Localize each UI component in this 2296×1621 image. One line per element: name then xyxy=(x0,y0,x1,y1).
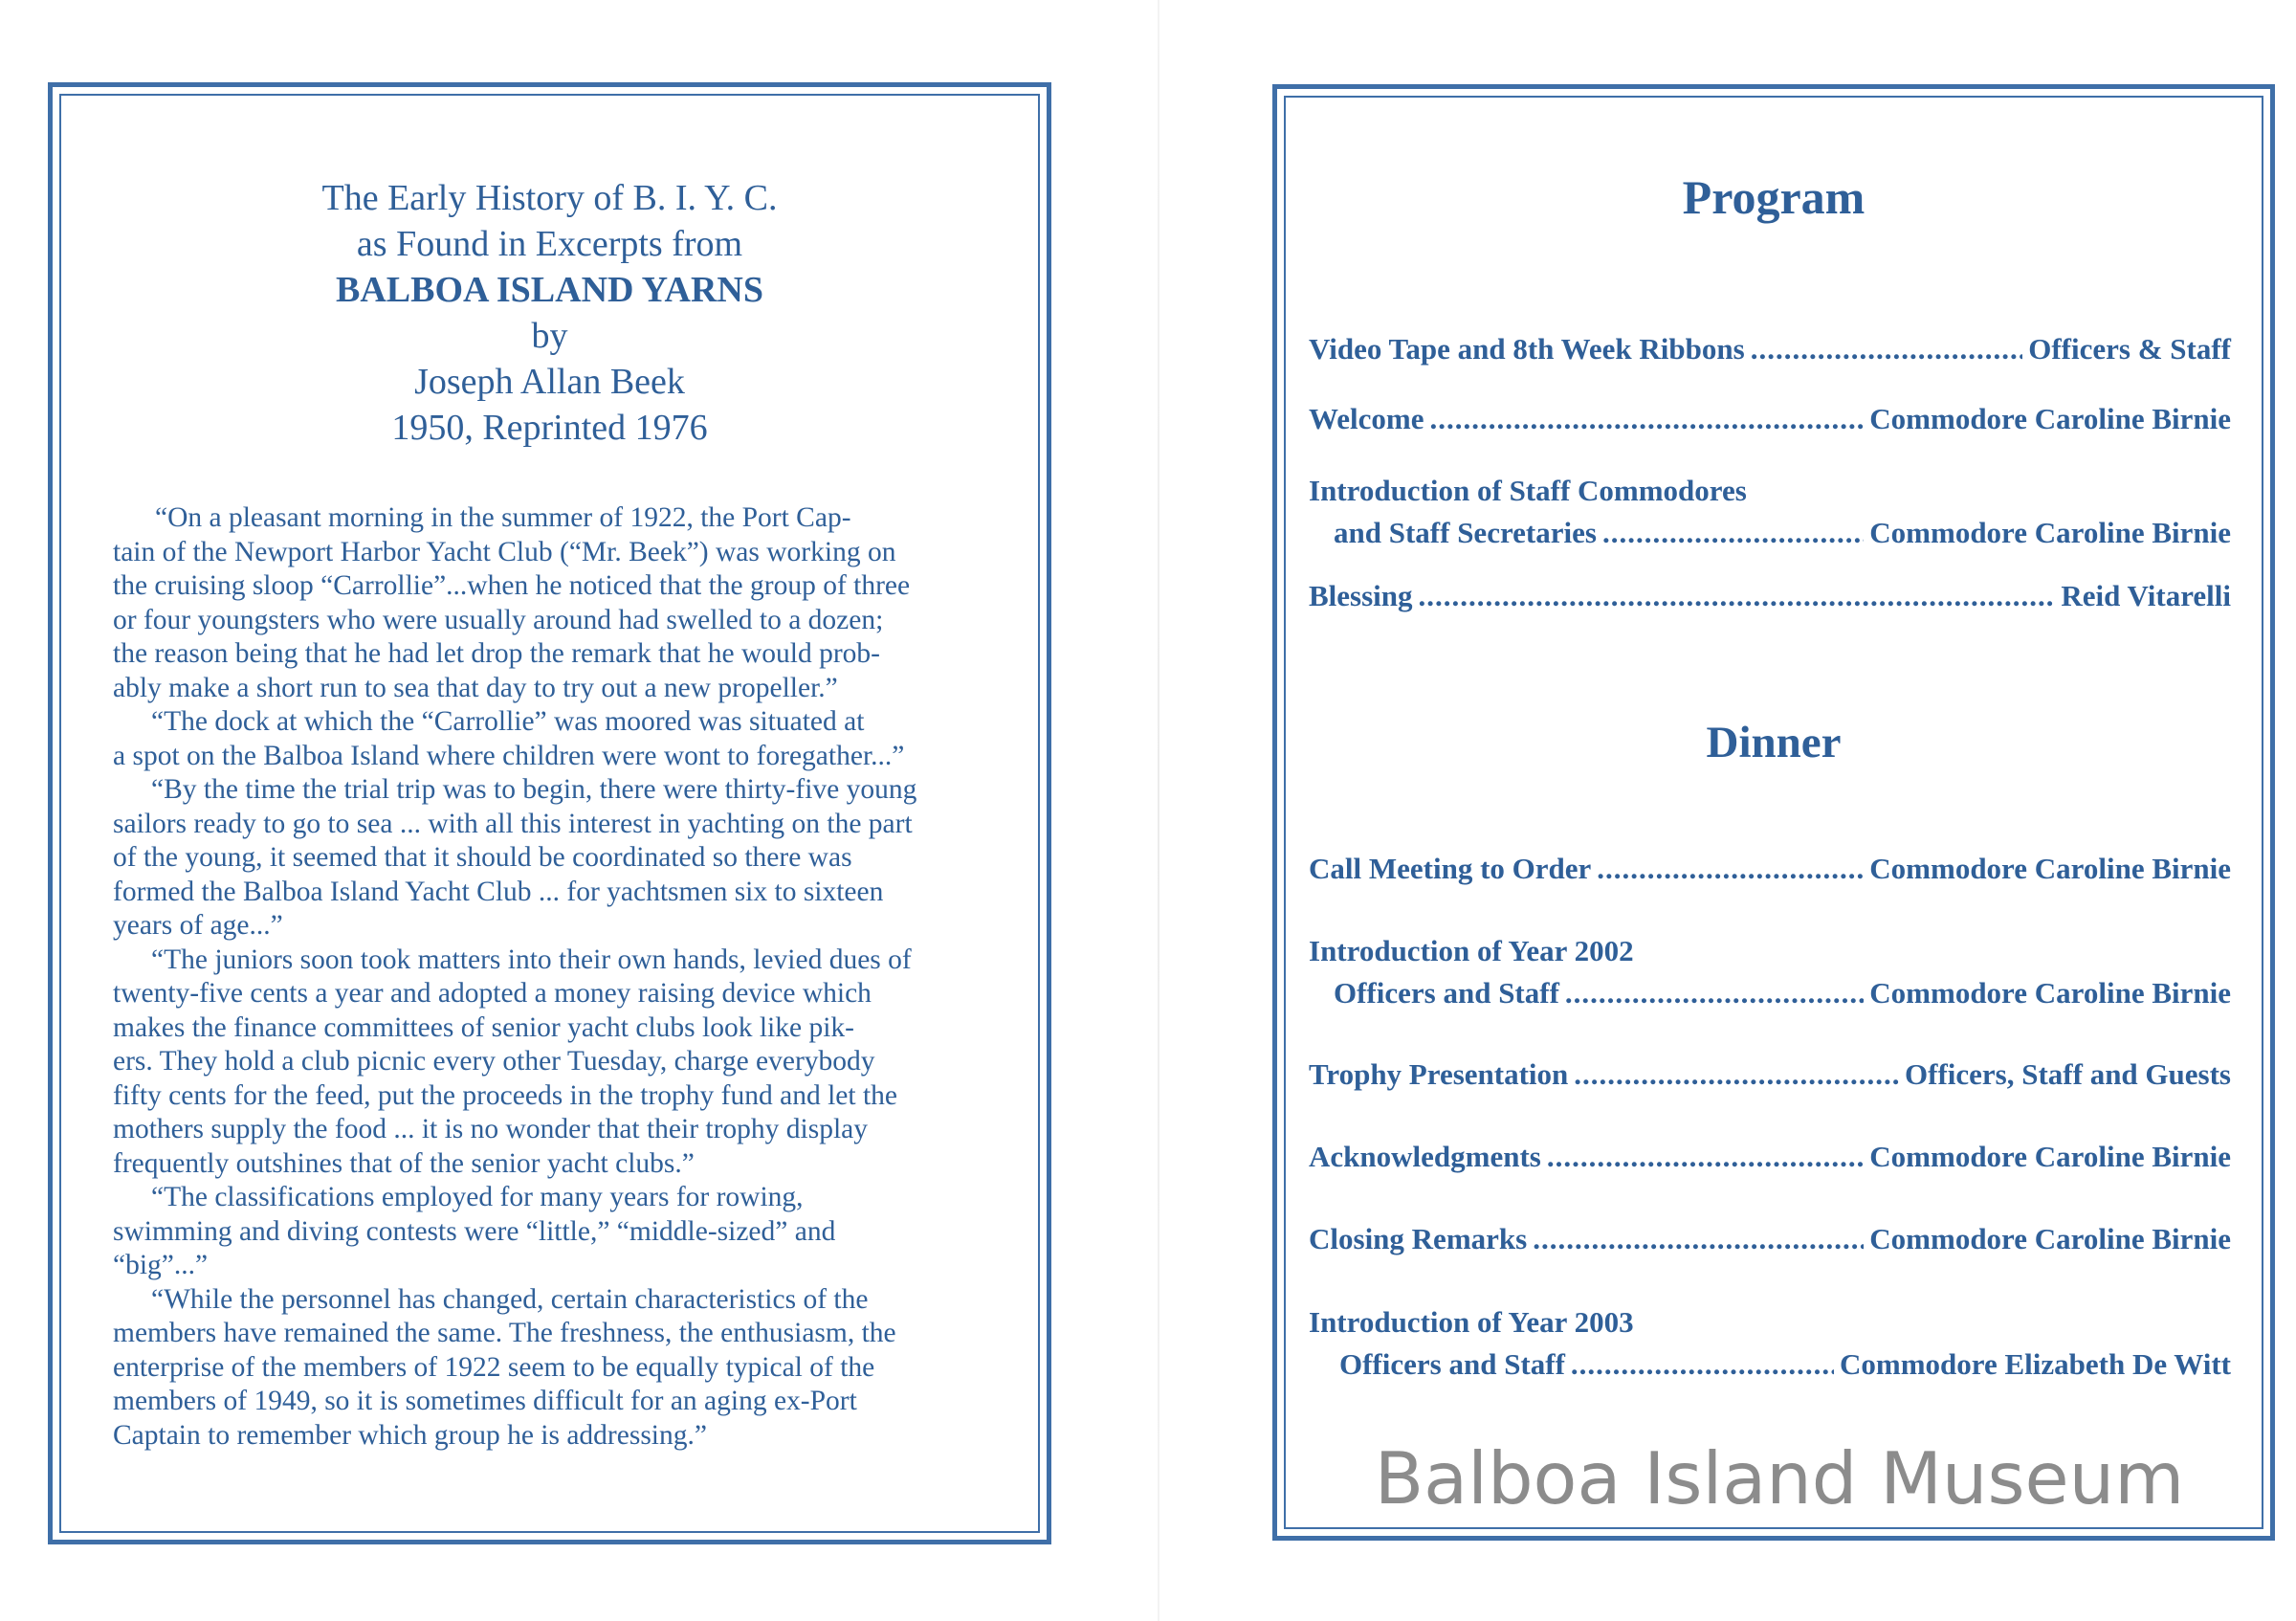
excerpt-line: of the young, it seemed that it should be coordinated so there was xyxy=(113,842,852,873)
leader-dots xyxy=(1430,398,1865,440)
dinner-item xyxy=(1309,930,2231,1014)
header-by: by xyxy=(531,316,568,356)
excerpt-line: makes the finance committees of senior yacht clubs look like pik- xyxy=(113,1011,854,1043)
leader-dots xyxy=(1602,512,1864,554)
excerpt-line: the cruising sloop “Carrollie”...when he noticed that the group of three xyxy=(113,570,911,601)
excerpt-line: tain of the Newport Harbor Yacht Club (“Mr. Beek”) was working on xyxy=(113,536,896,567)
dinner-item xyxy=(1309,1136,2231,1178)
program-item-title: Blessing xyxy=(1309,579,1413,612)
page-fold xyxy=(1158,0,1159,1621)
leader-dots xyxy=(1419,575,2056,617)
excerpt-line: “By the time the trial trip was to begin, there were thirty-five young xyxy=(151,774,917,805)
history-header xyxy=(59,175,1040,451)
dinner-item-title: Introduction of Year 2002 xyxy=(1309,934,1634,967)
museum-watermark: Balboa Island Museum xyxy=(1374,1436,2185,1521)
excerpt-line: members have remained the same. The freshness, the enthusiasm, the xyxy=(113,1318,896,1348)
program-item-presenter: Reid Vitarelli xyxy=(2061,579,2231,612)
excerpt-line: a spot on the Balboa Island where children were wont to foregather...” xyxy=(113,740,905,771)
excerpt-line: “While the personnel has changed, certain characteristics of the xyxy=(151,1283,869,1315)
program-item xyxy=(1309,575,2231,617)
dinner-item-title: Call Meeting to Order xyxy=(1309,852,1592,885)
dinner-item-title: Closing Remarks xyxy=(1309,1222,1528,1255)
dinner-heading: Dinner xyxy=(1706,718,1842,767)
program-item-presenter: Commodore Caroline Birnie xyxy=(1869,516,2231,549)
leader-dots xyxy=(1565,972,1864,1014)
header-subtitle: as Found in Excerpts from xyxy=(356,224,743,264)
program-item-title: Introduction of Staff Commodores xyxy=(1309,474,1747,507)
leader-dots xyxy=(1751,328,2023,370)
excerpt-line: enterprise of the members of 1922 seem to be equally typical of the xyxy=(113,1351,875,1383)
excerpt-line: Captain to remember which group he is addressing.” xyxy=(113,1419,707,1451)
program-item-title-continued: and Staff Secretaries xyxy=(1334,516,1597,549)
dinner-item-title-continued: Officers and Staff xyxy=(1339,1347,1565,1381)
dinner-item-title: Trophy Presentation xyxy=(1309,1057,1569,1091)
header-title: The Early History of B. I. Y. C. xyxy=(321,178,778,218)
program-item xyxy=(1309,470,2231,554)
excerpt-line: “big”...” xyxy=(113,1250,209,1280)
dinner-item-presenter: Commodore Caroline Birnie xyxy=(1869,852,2231,885)
book-title: BALBOA ISLAND YARNS xyxy=(336,270,763,310)
dinner-item xyxy=(1309,848,2231,890)
leader-dots xyxy=(1571,1343,1834,1386)
dinner-item xyxy=(1309,1301,2231,1386)
dinner-item-presenter: Commodore Elizabeth De Witt xyxy=(1840,1347,2231,1381)
history-excerpt xyxy=(113,501,1003,1453)
program-item xyxy=(1309,398,2231,440)
excerpt-line: the reason being that he had let drop the remark that he would prob- xyxy=(113,638,880,669)
publication-date: 1950, Reprinted 1976 xyxy=(391,408,708,448)
leader-dots xyxy=(1597,848,1864,890)
program-item-title: Welcome xyxy=(1309,402,1424,435)
excerpt-line: sailors ready to go to sea ... with all this interest in yachting on the part xyxy=(113,808,913,839)
excerpt-line: members of 1949, so it is sometimes difficult for an aging ex-Port xyxy=(113,1386,857,1416)
program-item-title: Video Tape and 8th Week Ribbons xyxy=(1309,332,1745,366)
program-heading: Program xyxy=(1682,170,1866,224)
leader-dots xyxy=(1547,1136,1864,1178)
dinner-item-presenter: Commodore Caroline Birnie xyxy=(1869,976,2231,1010)
excerpt-line: “The juniors soon took matters into their own hands, levied dues of xyxy=(151,944,912,975)
excerpt-line: ably make a short run to sea that day to try out a new propeller.” xyxy=(113,672,838,703)
excerpt-line: twenty-five cents a year and adopted a money raising device which xyxy=(113,978,872,1009)
excerpt-line: formed the Balboa Island Yacht Club ... for yachtsmen six to sixteen xyxy=(113,876,884,907)
dinner-item-title-continued: Officers and Staff xyxy=(1334,976,1559,1010)
excerpt-line: or four youngsters who were usually around had swelled to a dozen; xyxy=(113,604,884,635)
dinner-item-presenter: Officers, Staff and Guests xyxy=(1905,1057,2231,1091)
dinner-item xyxy=(1309,1218,2231,1260)
excerpt-line: ers. They hold a club picnic every other Tuesday, charge everybody xyxy=(113,1046,875,1077)
excerpt-line: “On a pleasant morning in the summer of 1922, the Port Cap- xyxy=(155,502,851,533)
leader-dots xyxy=(1533,1218,1864,1260)
excerpt-line: frequently outshines that of the senior yacht clubs.” xyxy=(113,1147,695,1179)
excerpt-line: “The classifications employed for many years for rowing, xyxy=(151,1182,804,1212)
excerpt-line: “The dock at which the “Carrollie” was moored was situated at xyxy=(151,706,865,737)
author-name: Joseph Allan Beek xyxy=(414,362,685,402)
program-item-presenter: Commodore Caroline Birnie xyxy=(1869,402,2231,435)
dinner-item-title: Introduction of Year 2003 xyxy=(1309,1305,1634,1339)
dinner-item-presenter: Commodore Caroline Birnie xyxy=(1869,1222,2231,1255)
excerpt-line: years of age...” xyxy=(113,910,283,941)
excerpt-line: swimming and diving contests were “little,” “middle-sized” and xyxy=(113,1215,836,1247)
dinner-item-presenter: Commodore Caroline Birnie xyxy=(1869,1140,2231,1173)
excerpt-line: mothers supply the food ... it is no wonder that their trophy display xyxy=(113,1114,869,1144)
dinner-item-title: Acknowledgments xyxy=(1309,1140,1541,1173)
program-item xyxy=(1309,328,2231,370)
dinner-item xyxy=(1309,1054,2231,1096)
leader-dots xyxy=(1574,1054,1899,1096)
excerpt-line: fifty cents for the feed, put the proceeds in the trophy fund and let the xyxy=(113,1079,897,1111)
program-item-presenter: Officers & Staff xyxy=(2028,332,2231,366)
